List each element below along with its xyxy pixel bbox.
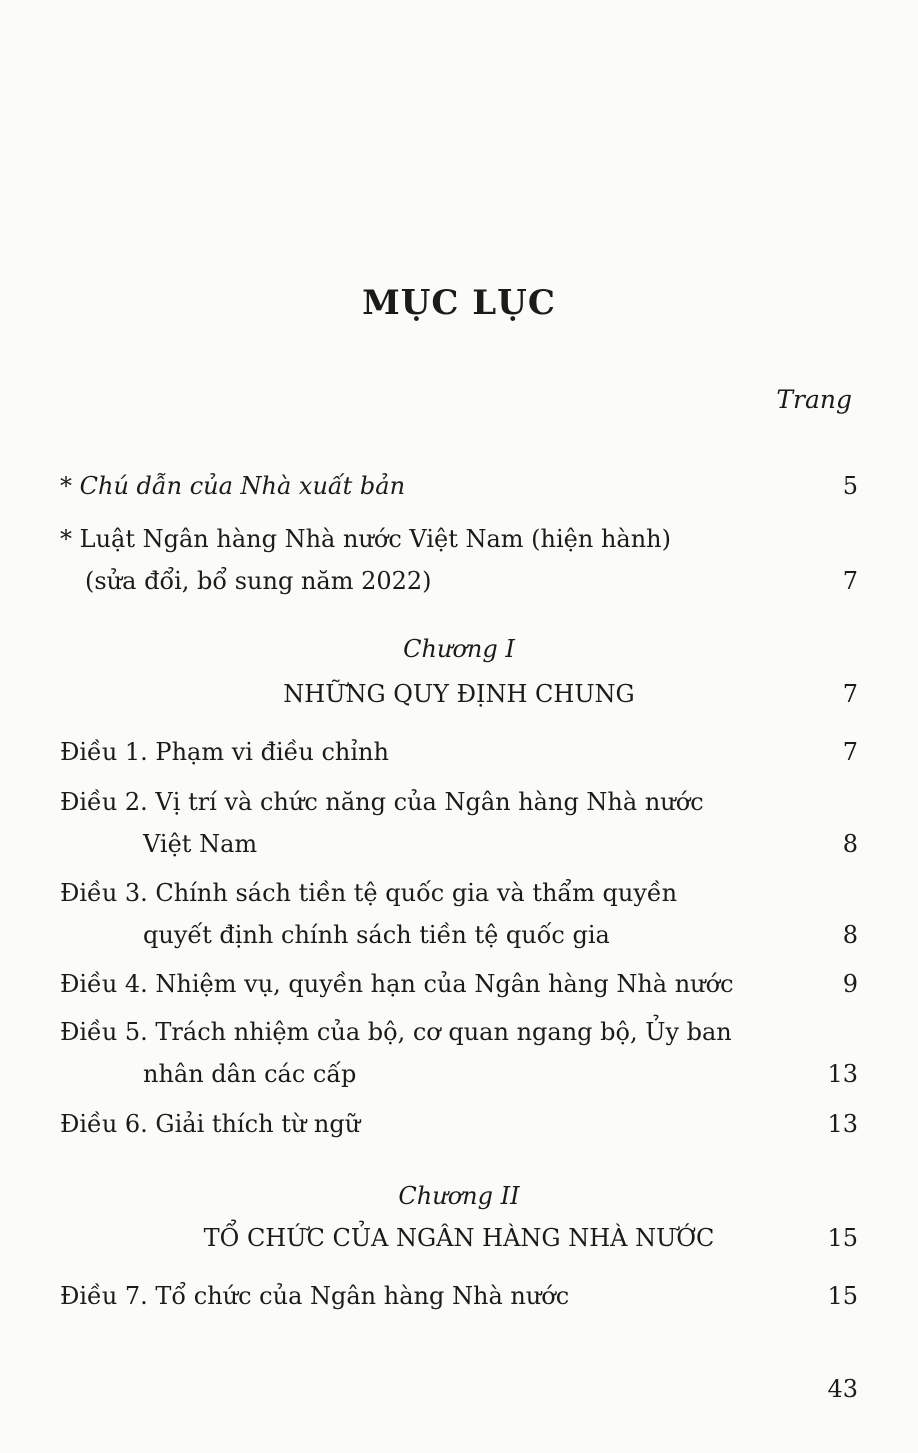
- toc-entry-page: 8: [842, 830, 858, 858]
- toc-entry-page: 7: [842, 567, 858, 595]
- toc-entry: [60, 781, 858, 865]
- toc-entry-page: 7: [842, 738, 858, 766]
- toc-entry-text: Điều 1. Phạm vi điều chỉnh: [60, 738, 389, 766]
- toc-entry-page: 8: [842, 921, 858, 949]
- toc-entry: [60, 731, 858, 773]
- chapter-page: 15: [827, 1224, 858, 1252]
- toc-entry-text: * Luật Ngân hàng Nhà nước Việt Nam (hiện hành): [60, 525, 671, 553]
- toc-entry-text: Việt Nam: [143, 830, 258, 858]
- page-column-label: Trang: [776, 385, 852, 414]
- toc-entry: [60, 518, 858, 602]
- toc-entry-page: 13: [827, 1110, 858, 1138]
- toc-entry: [60, 1275, 858, 1317]
- toc-entry-text: Điều 2. Vị trí và chức năng của Ngân hàng Nhà nước: [60, 788, 704, 816]
- toc-entry-text: Điều 7. Tổ chức của Ngân hàng Nhà nước: [60, 1282, 570, 1310]
- toc-entry: [60, 465, 858, 507]
- toc-entry-text: (sửa đổi, bổ sung năm 2022): [85, 567, 432, 595]
- toc-entry-text: quyết định chính sách tiền tệ quốc gia: [143, 921, 610, 949]
- toc-entry-text: Điều 6. Giải thích từ ngữ: [60, 1110, 361, 1138]
- chapter-title-text: NHỮNG QUY ĐỊNH CHUNG: [283, 680, 635, 708]
- toc-entry-text: Điều 3. Chính sách tiền tệ quốc gia và thẩm quyền: [60, 879, 678, 907]
- toc-entry: [60, 1011, 858, 1095]
- toc-entry-page: 9: [842, 970, 858, 998]
- chapter-title: [0, 680, 918, 708]
- chapter-label: Chương II: [398, 1182, 520, 1210]
- page-number: 43: [827, 1375, 858, 1403]
- chapter-title: [0, 1224, 918, 1252]
- chapter-title-text: TỔ CHỨC CỦA NGÂN HÀNG NHÀ NƯỚC: [203, 1224, 715, 1252]
- chapter-page: 7: [842, 680, 858, 708]
- toc-entry: [60, 1103, 858, 1145]
- toc-entry-page: 15: [827, 1282, 858, 1310]
- toc-entry: [60, 963, 858, 1005]
- toc-entry-text: * Chú dẫn của Nhà xuất bản: [60, 472, 406, 500]
- toc-entry-page: 5: [842, 472, 858, 500]
- chapter-label: Chương I: [403, 635, 515, 663]
- toc-entry-text: Điều 5. Trách nhiệm của bộ, cơ quan ngang bộ, Ủy ban: [60, 1018, 732, 1046]
- toc-entry-text: nhân dân các cấp: [143, 1060, 357, 1088]
- toc-entry-text: Điều 4. Nhiệm vụ, quyền hạn của Ngân hàng Nhà nước: [60, 970, 734, 998]
- toc-entry-page: 13: [827, 1060, 858, 1088]
- page-title: MỤC LỤC: [362, 283, 556, 323]
- toc-entry: [60, 872, 858, 956]
